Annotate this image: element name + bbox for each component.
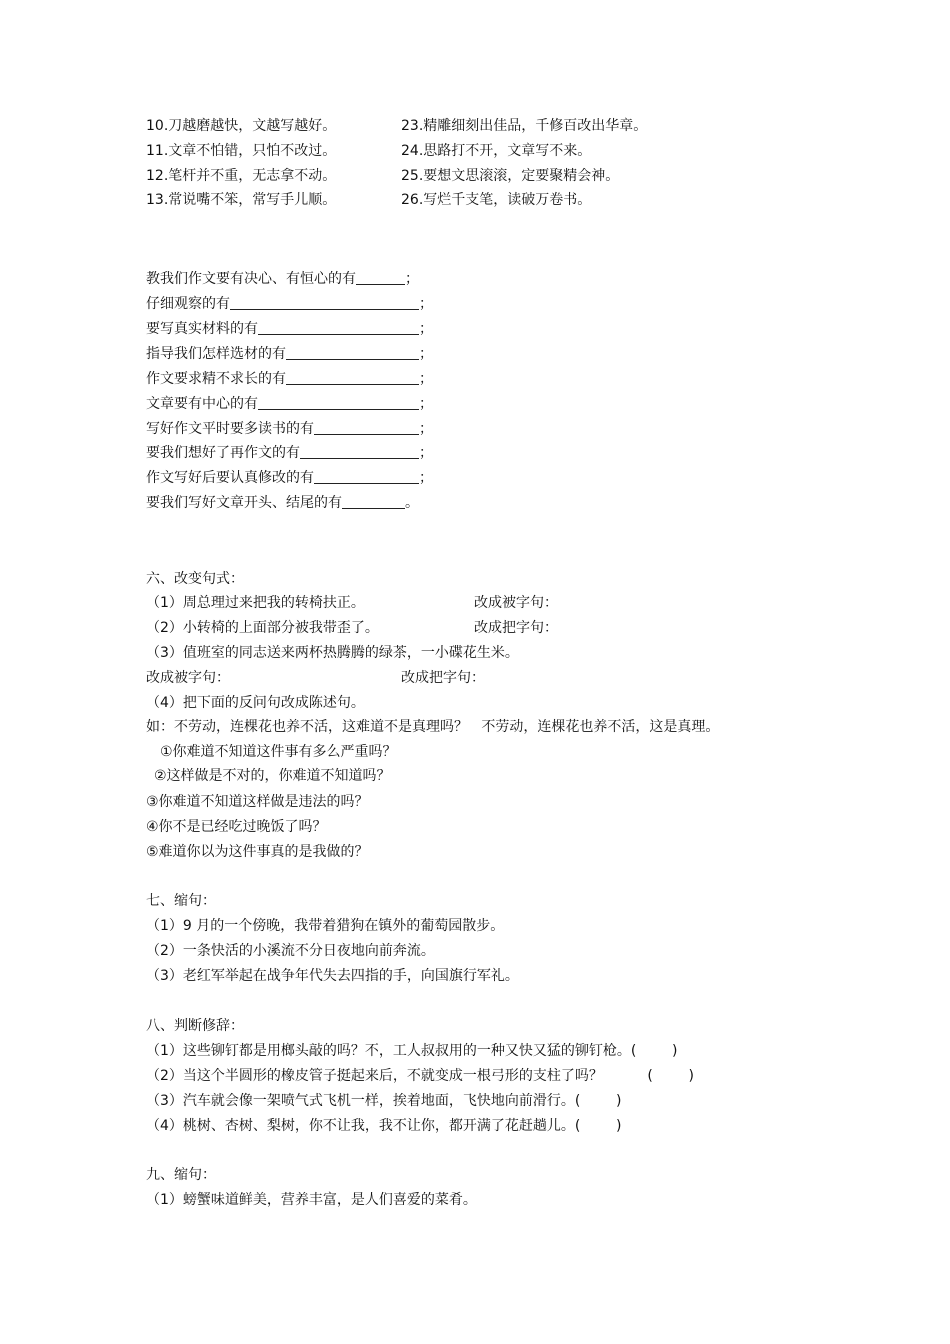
answer-blank[interactable] <box>258 395 419 410</box>
s6-q3-task-b: 改成把字句： <box>401 670 485 686</box>
fill-line: 写好作文平时要多读书的有 ； <box>146 421 433 437</box>
fill-line: 仔细观察的有 ； <box>146 296 433 312</box>
s6-item-2: ②这样做是不对的，你难道不知道吗？ <box>154 768 391 784</box>
s6-q3-text: （3）值班室的同志送来两杯热腾腾的绿茶，一小碟花生米。 <box>146 645 519 661</box>
fill-line: 要写真实材料的有 ； <box>146 321 433 337</box>
fill-line: 教我们作文要有决心、有恒心的有 ； <box>146 271 419 287</box>
proverb-24: 24.思路打不开，文章写不来。 <box>401 143 592 159</box>
answer-blank[interactable] <box>314 469 419 484</box>
section-8-title: 八、判断修辞： <box>146 1018 244 1034</box>
section-6-title: 六、改变句式： <box>146 571 244 587</box>
s8-item-1: （1）这些铆钉都是用榔头敲的吗？不，工人叔叔用的一种又快又猛的铆钉枪。( ) <box>146 1043 678 1059</box>
proverb-10: 10.刀越磨越快，文越写越好。 <box>146 118 337 134</box>
s8-item-3: （3）汽车就会像一架喷气式飞机一样，挨着地面，飞快地向前滑行。( ) <box>146 1093 622 1109</box>
answer-blank[interactable] <box>356 270 405 285</box>
fill-line: 要我们写好文章开头、结尾的有 。 <box>146 495 419 511</box>
proverb-12: 12.笔杆并不重，无志拿不动。 <box>146 168 337 184</box>
fill-line: 文章要有中心的有 ； <box>146 396 433 412</box>
s6-example: 如：不劳动，连棵花也养不活，这难道不是真理吗？ 不劳动，连棵花也养不活，这是真理。 <box>146 719 720 735</box>
section-7-title: 七、缩句： <box>146 893 216 909</box>
s6-item-5: ⑤难道你以为这件事真的是我做的？ <box>146 844 369 860</box>
fill-line: 作文要求精不求长的有 ； <box>146 371 433 387</box>
s8-item-2: （2）当这个半圆形的橡皮管子挺起来后，不就变成一根弓形的支柱了吗？ ( ) <box>146 1068 694 1084</box>
fill-line: 作文写好后要认真修改的有 ； <box>146 470 433 486</box>
s9-item-1: （1）螃蟹味道鲜美，营养丰富，是人们喜爱的菜肴。 <box>146 1192 477 1208</box>
s6-q2-text: （2）小转椅的上面部分被我带歪了。 <box>146 620 379 636</box>
s6-item-3: ③你难道不知道这样做是违法的吗？ <box>146 794 369 810</box>
section-9-title: 九、缩句： <box>146 1167 216 1183</box>
answer-blank[interactable] <box>300 444 419 459</box>
proverb-23: 23.精雕细刻出佳品，千修百改出华章。 <box>401 118 648 134</box>
proverb-11: 11.文章不怕错，只怕不改过。 <box>146 143 337 159</box>
answer-blank[interactable] <box>258 320 419 335</box>
s6-q4-text: （4）把下面的反问句改成陈述句。 <box>146 695 365 711</box>
answer-blank[interactable] <box>286 370 419 385</box>
answer-blank[interactable] <box>314 420 419 435</box>
fill-line: 要我们想好了再作文的有 ； <box>146 445 433 461</box>
s7-item-2: （2）一条快活的小溪流不分日夜地向前奔流。 <box>146 943 435 959</box>
s6-q1-task: 改成被字句： <box>474 595 558 611</box>
proverb-13: 13.常说嘴不笨，常写手儿顺。 <box>146 192 337 208</box>
s6-q1-text: （1）周总理过来把我的转椅扶正。 <box>146 595 365 611</box>
answer-blank[interactable] <box>230 295 419 310</box>
s6-item-1: ①你难道不知道这件事有多么严重吗？ <box>160 744 397 760</box>
s6-q3-task-a: 改成被字句： <box>146 670 230 686</box>
s7-item-1: （1）9 月的一个傍晚，我带着猎狗在镇外的葡萄园散步。 <box>146 918 505 934</box>
answer-blank[interactable] <box>342 494 405 509</box>
s8-item-4: （4）桃树、杏树、梨树，你不让我，我不让你，都开满了花赶趟儿。( ) <box>146 1118 622 1134</box>
answer-blank[interactable] <box>286 345 419 360</box>
s6-item-4: ④你不是已经吃过晚饭了吗？ <box>146 819 327 835</box>
proverb-25: 25.要想文思滚滚，定要聚精会神。 <box>401 168 620 184</box>
s7-item-3: （3）老红军举起在战争年代失去四指的手，向国旗行军礼。 <box>146 968 519 984</box>
proverb-26: 26.写烂千支笔，读破万卷书。 <box>401 192 592 208</box>
s6-q2-task: 改成把字句： <box>474 620 558 636</box>
fill-line: 指导我们怎样选材的有 ； <box>146 346 433 362</box>
